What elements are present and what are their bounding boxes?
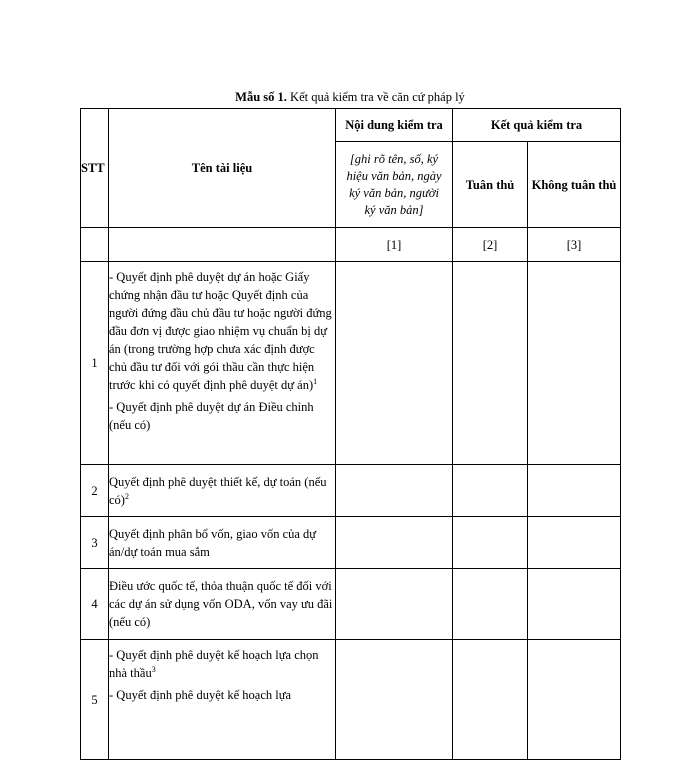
header-result: Kết quả kiểm tra <box>453 109 621 142</box>
header-row-top <box>81 109 621 142</box>
table-row <box>81 517 621 569</box>
header-compliant: Tuân thủ <box>453 142 528 228</box>
table-body <box>81 262 621 760</box>
header-stt: STT <box>81 109 109 228</box>
row-stt: 4 <box>81 569 109 640</box>
document-paragraph <box>109 577 335 631</box>
non-compliant-cell <box>528 262 621 465</box>
compliant-cell <box>453 262 528 465</box>
column-number-1: [1] <box>336 228 453 262</box>
row-document-name <box>109 465 336 517</box>
header-content-check: Nội dung kiểm tra <box>336 109 453 142</box>
row-stt: 2 <box>81 465 109 517</box>
header-content-hint: [ghi rõ tên, số, ký hiệu văn bản, ngày ký văn bản, người ký văn bản] <box>336 142 453 228</box>
table-row <box>81 262 621 465</box>
header-document-name: Tên tài liệu <box>109 109 336 228</box>
content-check-cell <box>336 517 453 569</box>
footnote-marker: 2 <box>124 491 129 501</box>
table-row <box>81 569 621 640</box>
footnote-marker: 1 <box>313 377 318 386</box>
document-paragraph <box>109 646 335 682</box>
row-stt: 1 <box>81 262 109 465</box>
compliant-cell <box>453 517 528 569</box>
column-number-2: [2] <box>453 228 528 262</box>
compliant-cell <box>453 465 528 517</box>
document-paragraph-text: - Quyết định phê duyệt dự án Điều chỉnh (nếu có) <box>109 400 314 432</box>
document-paragraph <box>109 398 335 434</box>
column-number-3: [3] <box>528 228 621 262</box>
row-stt: 5 <box>81 640 109 760</box>
table-row <box>81 465 621 517</box>
document-paragraph <box>109 686 335 704</box>
document-paragraph-text: Điều ước quốc tế, thỏa thuận quốc tế đối với các dự án sử dụng vốn ODA, vốn vay ưu đãi (nếu có) <box>109 579 333 629</box>
form-title-text: Kết quả kiểm tra về căn cứ pháp lý <box>290 90 465 104</box>
row-document-name <box>109 569 336 640</box>
footnote-marker: 3 <box>151 665 156 674</box>
non-compliant-cell <box>528 517 621 569</box>
document-paragraph <box>109 525 335 561</box>
row-document-name <box>109 262 336 465</box>
document-paragraph-text: - Quyết định phê duyệt dự án hoặc Giấy chứng nhận đầu tư hoặc Quyết định của người đứng đầu chủ đầu tư hoặc người đứng đầu đơn vị được giao nhiệm vụ chuẩn bị dự án (trong trường hợp chưa xác định được chủ đầu tư đối với gói thầu cần thực hiện trước khi có quyết định phê duyệt dự án) <box>109 270 332 392</box>
column-number-row <box>81 228 621 262</box>
compliant-cell <box>453 569 528 640</box>
content-check-cell <box>336 569 453 640</box>
non-compliant-cell <box>528 569 621 640</box>
form-title <box>80 89 620 105</box>
non-compliant-cell <box>528 465 621 517</box>
legal-basis-check-table <box>80 108 621 760</box>
document-paragraph-text: Quyết định phê duyệt thiết kế, dự toán (nếu có) <box>109 474 327 507</box>
document-paragraph-text: - Quyết định phê duyệt kế hoạch lựa chọn nhà thầu <box>109 648 319 680</box>
document-paragraph <box>109 473 335 509</box>
row-document-name <box>109 517 336 569</box>
document-paragraph-text: - Quyết định phê duyệt kế hoạch lựa <box>109 688 292 702</box>
row-stt: 3 <box>81 517 109 569</box>
header-non-compliant: Không tuân thủ <box>528 142 621 228</box>
document-paragraph-text: Quyết định phân bổ vốn, giao vốn của dự án/dự toán mua sắm <box>109 526 317 559</box>
empty-cell <box>109 228 336 262</box>
content-check-cell <box>336 262 453 465</box>
form-code: Mẫu số 1. <box>235 90 287 104</box>
empty-cell <box>81 228 109 262</box>
content-check-cell <box>336 465 453 517</box>
document-paragraph <box>109 268 335 394</box>
